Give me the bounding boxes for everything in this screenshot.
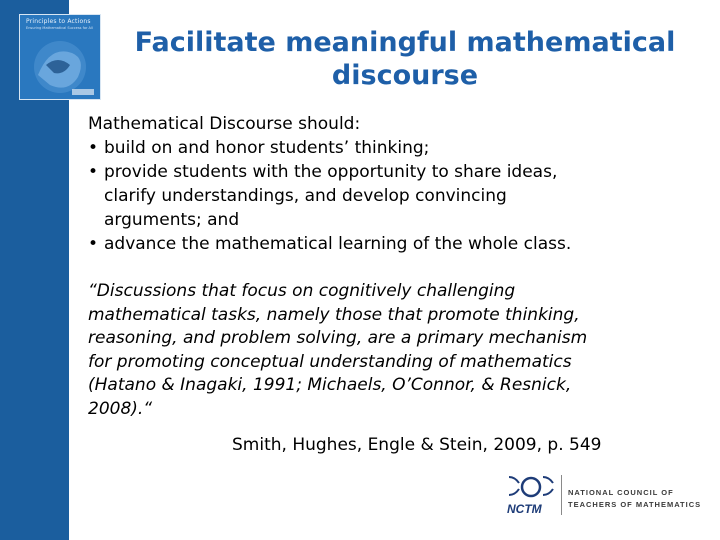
bullet-dot: • — [88, 138, 99, 158]
book-cover-title: Principles to Actions — [26, 18, 91, 25]
slide-title — [100, 26, 710, 92]
book-cover-subtitle: Ensuring Mathematical Success for All — [26, 26, 93, 30]
slide-title-line-1: Facilitate meaningful mathematical — [134, 27, 676, 58]
quote-line: 2008).“ — [88, 398, 153, 419]
citation: Smith, Hughes, Engle & Stein, 2009, p. 549 — [232, 435, 602, 455]
quote-line: for promoting conceptual understanding of mathematics — [88, 351, 572, 372]
logo-line-2: TEACHERS OF MATHEMATICS — [568, 500, 702, 509]
intro-text: Mathematical Discourse should: — [88, 114, 361, 134]
logo-organization-name — [568, 487, 701, 511]
quote-line: reasoning, and problem solving, are a primary mechanism — [88, 328, 588, 348]
bullet-text: build on and honor students’ thinking; — [104, 138, 430, 158]
bullet-item — [88, 136, 708, 160]
nctm-logo-icon — [505, 473, 557, 518]
quote-block — [88, 280, 708, 421]
bullet-dot: • — [88, 234, 99, 254]
bullet-text: advance the mathematical learning of the whole class. — [104, 234, 572, 254]
slide-body — [88, 112, 708, 256]
quote-line: (Hatano & Inagaki, 1991; Michaels, O’Connor, & Resnick, — [88, 375, 572, 395]
book-cover-image — [19, 14, 101, 100]
slide-title-line-2: discourse — [331, 60, 479, 91]
bullet-dot: • — [88, 162, 99, 182]
bullet-text: clarify understandings, and develop convincing — [104, 186, 507, 206]
bullet-text: arguments; and — [104, 210, 240, 230]
bullet-item — [88, 232, 708, 256]
logo-divider — [561, 475, 562, 515]
quote-line: mathematical tasks, namely those that promote thinking, — [88, 304, 580, 325]
nctm-acronym: NCTM — [507, 502, 542, 516]
bullet-text: provide students with the opportunity to share ideas, — [104, 162, 558, 182]
bullet-item — [88, 160, 708, 232]
quote-line: “Discussions that focus on cognitively challenging — [88, 281, 516, 301]
nctm-logo — [505, 473, 705, 518]
logo-line-1: NATIONAL COUNCIL OF — [568, 488, 674, 497]
